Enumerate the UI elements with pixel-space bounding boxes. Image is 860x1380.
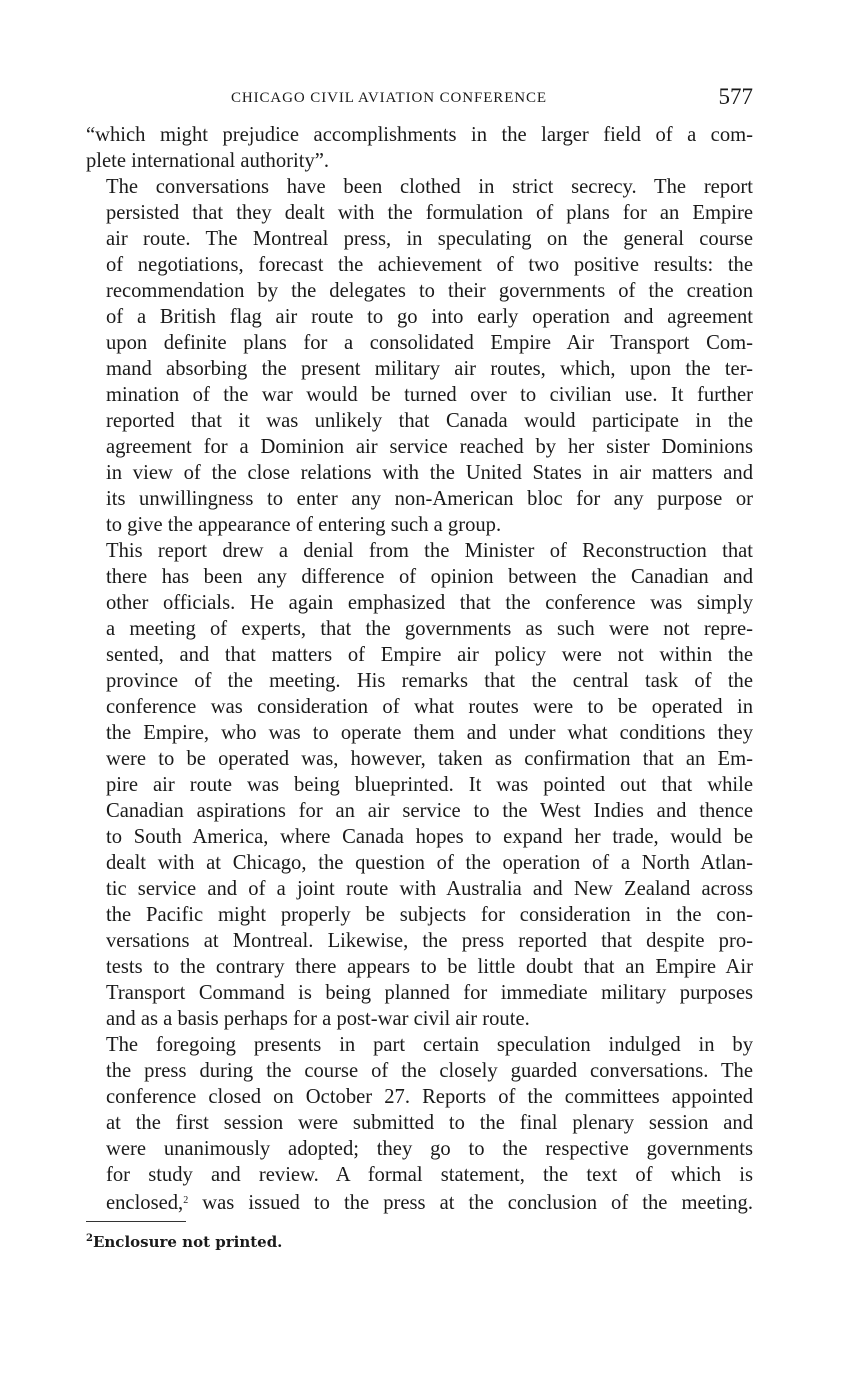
- text-line: province of the meeting. His remarks that the central task of the: [106, 670, 753, 692]
- text-line: recommendation by the delegates to their governments of the creation: [106, 280, 753, 302]
- text-line: The foregoing presents in part certain speculation indulged in by: [106, 1034, 753, 1056]
- text-line: upon definite plans for a consolidated Empire Air Transport Com-: [106, 332, 753, 354]
- text-line: reported that it was unlikely that Canada would participate in the: [106, 410, 753, 432]
- text-line: plete international authority”.: [86, 150, 330, 172]
- paragraph-2: [86, 174, 753, 538]
- text-line: the press during the course of the closely guarded conversations. The: [106, 1060, 753, 1082]
- text-line: sented, and that matters of Empire air policy were not within the: [106, 644, 753, 666]
- text-line: other officials. He again emphasized that the conference was simply: [106, 592, 753, 614]
- text-line: at the first session were submitted to the final plenary session and: [106, 1112, 753, 1134]
- page-content: [86, 84, 753, 1251]
- text-line: conference was consideration of what routes were to be operated in: [106, 696, 753, 718]
- text-line: of a British flag air route to go into early operation and agreement: [106, 306, 753, 328]
- text-line: versations at Montreal. Likewise, the press reported that despite pro-: [106, 930, 753, 952]
- paragraph-4: [86, 1032, 753, 1216]
- text-line: tests to the contrary there appears to be little doubt that an Empire Air: [106, 956, 753, 978]
- text-line: and as a basis perhaps for a post-war civil air route.: [106, 1008, 530, 1030]
- text-line: mand absorbing the present military air routes, which, upon the ter-: [106, 358, 753, 380]
- text-line: a meeting of experts, that the governments as such were not repre-: [106, 618, 753, 640]
- footnote-reference: 2: [183, 1195, 189, 1206]
- text-line: “which might prejudice accomplishments in the larger field of a com-: [86, 124, 753, 146]
- text-line: air route. The Montreal press, in speculating on the general course: [106, 228, 753, 250]
- footnote-text: Enclosure not printed.: [92, 1233, 283, 1251]
- text-line: mination of the war would be turned over to civilian use. It further: [106, 384, 753, 406]
- text-line: the Pacific might properly be subjects for consideration in the con-: [106, 904, 753, 926]
- text-line: The conversations have been clothed in strict secrecy. The report: [106, 176, 753, 198]
- footnote-marker: 2: [86, 1233, 93, 1244]
- text-line: the Empire, who was to operate them and under what conditions they: [106, 722, 753, 744]
- text-line: dealt with at Chicago, the question of the operation of a North Atlan-: [106, 852, 753, 874]
- page-number: 577: [718, 84, 753, 109]
- text-line: of negotiations, forecast the achievement of two positive results: the: [106, 254, 753, 276]
- text-line: were to be operated was, however, taken as confirmation that an Em-: [106, 748, 753, 770]
- text-line: to South America, where Canada hopes to expand her trade, would be: [106, 826, 753, 848]
- text-segment: was issued to the press at the conclusion of the meeting.: [188, 1192, 753, 1214]
- text-line: for study and review. A formal statement, the text of which is: [106, 1164, 753, 1186]
- text-line: in view of the close relations with the United States in air matters and: [106, 462, 753, 484]
- paragraph-3: [86, 538, 753, 1032]
- text-line: pire air route was being blueprinted. It was pointed out that while: [106, 774, 753, 796]
- paragraph-1: [86, 122, 753, 174]
- text-line: Canadian aspirations for an air service to the West Indies and thence: [106, 800, 753, 822]
- text-segment: enclosed,: [106, 1192, 184, 1214]
- footnote: [86, 1230, 753, 1251]
- text-line: conference closed on October 27. Reports of the committees appointed: [106, 1086, 753, 1108]
- body-text: [86, 122, 753, 1216]
- text-line: its unwillingness to enter any non-American bloc for any purpose or: [106, 488, 753, 510]
- page-header: [86, 84, 753, 114]
- text-line: This report drew a denial from the Minister of Reconstruction that: [106, 540, 753, 562]
- text-line: agreement for a Dominion air service reached by her sister Dominions: [106, 436, 753, 458]
- text-line: persisted that they dealt with the formulation of plans for an Empire: [106, 202, 753, 224]
- footnote-divider: [86, 1221, 186, 1222]
- text-line: were unanimously adopted; they go to the respective governments: [106, 1138, 753, 1160]
- text-line: to give the appearance of entering such a group.: [106, 514, 502, 536]
- text-line: there has been any difference of opinion between the Canadian and: [106, 566, 753, 588]
- text-line: Transport Command is being planned for immediate military purposes: [106, 982, 753, 1004]
- text-line-with-footnote-ref: [86, 1188, 753, 1216]
- running-head: CHICAGO CIVIL AVIATION CONFERENCE: [231, 90, 547, 106]
- text-line: tic service and of a joint route with Australia and New Zealand across: [106, 878, 753, 900]
